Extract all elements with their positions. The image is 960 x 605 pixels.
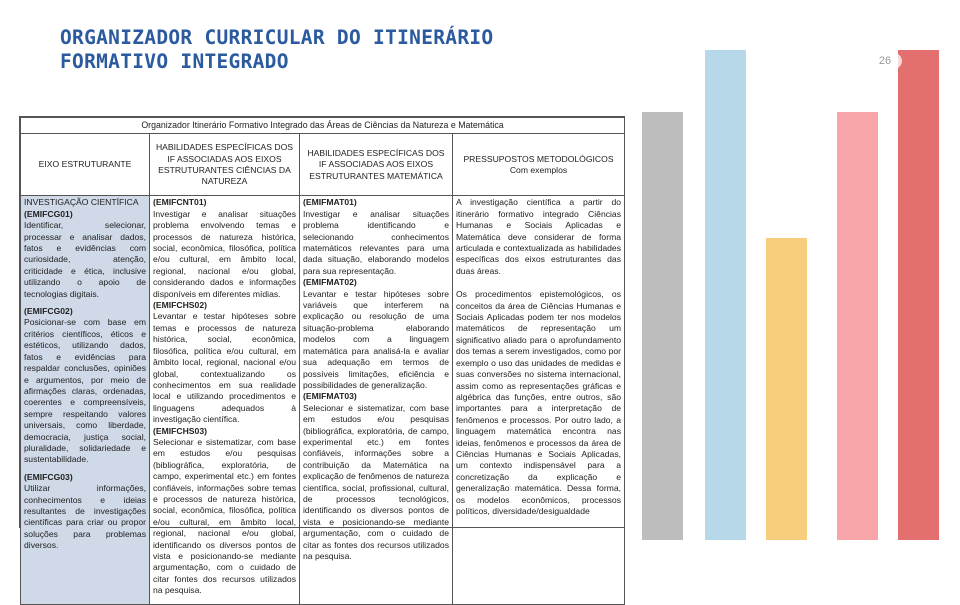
habilidade-code: (EMIFCHS02) [153, 300, 207, 311]
eixo-name: INVESTIGAÇÃO CIENTÍFICA [24, 197, 139, 208]
habilidade-code: (EMIFCG02) [24, 306, 73, 317]
header-pressupostos-subtitle: Com exemplos [509, 164, 568, 175]
cell-habilidades-cn [150, 196, 300, 604]
page-number: 26 [868, 50, 902, 72]
table-caption: Organizador Itinerário Formativo Integrado das Áreas de Ciências da Natureza e Matemática [21, 118, 625, 134]
page-title-line-1: ORGANIZADOR CURRICULAR DO ITINERÁRIO [60, 26, 494, 49]
pressuposto-paragraph: Os procedimentos epistemológicos, os conceitos da área de Ciências Humanas e Sociais Aplicadas podem ter nos modelos matemáticos de representação um significativo aliado para o aprofundamento dos temas a serem investigados, como por exemplo o uso das unidades de medidas e suas conversões no sistema internacional, assim como as representações gráficas e algébrica das funções, entre outros, são importantes para a interpretação de fenômenos e processos. Por outro lado, a linguagem matemática encontra nas ideias, fenômenos e processos da área de Ciências Humanas e Sociais Aplicadas, um contexto indispensável para a concretização da explicação e generalização matemática. Dessa forma, os modelos econômicos, processos políticos, diversidade/desigualdade [456, 289, 622, 516]
decorative-bar-red [898, 50, 939, 540]
habilidade-text: Selecionar e sistematizar, com base em estudos e/ou pesquisas (bibliográfica, exploratória, de campo, experimental etc.) em fontes confiáveis, informações sobre temas e processos de natureza histórica, social, econômica, filosófica, política e/ou cultural, em âmbito local, regional, nacional e/ou global, identificando os diversos pontos de vista e posicionando-se mediante argumentação, com o cuidado de citar fontes dos recursos utilizados na pesquisa. [153, 436, 296, 596]
cell-pressupostos [453, 196, 625, 604]
table-caption-row [21, 118, 625, 134]
page-title [60, 26, 493, 74]
table-body-row [21, 196, 625, 604]
page-title-line-2: FORMATIVO INTEGRADO [60, 50, 289, 73]
habilidade-code: (EMIFCG01) [24, 208, 73, 219]
habilidade-text: Identificar, selecionar, processar e analisar dados, fatos e evidências com curiosidade, atenção, criticidade e ética, inclusive utilizando o apoio de tecnologias digitais. [24, 220, 146, 299]
cell-habilidades-mat [300, 196, 453, 604]
habilidade-code: (EMIFMAT01) [303, 197, 357, 208]
habilidade-code: (EMIFCHS03) [153, 425, 207, 436]
decorative-bar-gray [642, 112, 683, 540]
table-header-row [21, 134, 625, 196]
curriculum-table-image [19, 116, 625, 596]
header-pressupostos-title: PRESSUPOSTOS METODOLÓGICOS [463, 153, 614, 164]
decorative-bar-yellow [766, 238, 807, 540]
decorative-bar-blue [705, 50, 746, 540]
habilidade-text: Levantar e testar hipóteses sobre variáveis que interferem na explicação ou resolução de uma situação-problema elaborando modelos com a linguagem matemática para analisá-la e avaliar sua adequação em termos de possíveis limitações, eficiência e possibilidades de generalização. [303, 288, 449, 390]
habilidade-text: Posicionar-se com base em critérios científicos, éticos e estéticos, utilizando dados, fatos e evidências para respaldar conclusões, opiniões e argumentos, por meio de afirmações claras, ordenadas, coerentes e compreensíveis, sempre respeitando valores universais, como liberdade, democracia, justiça social, pluralidade, solidariedade e sustentabilidade. [24, 317, 146, 465]
habilidade-text: Levantar e testar hipóteses sobre temas e processos de natureza histórica, social, econômica, filosófica, política e/ou cultural, em âmbito local, regional, nacional e/ou global, contextualizando os conhecimentos em sua realidade local e utilizando procedimentos e linguagens adequados à investigação científica. [153, 311, 296, 425]
habilidade-code: (EMIFCNT01) [153, 197, 207, 208]
header-habilidades-cn: HABILIDADES ESPECÍFICAS DOS IF ASSOCIADAS AOS EIXOS ESTRUTURANTES CIÊNCIAS DA NATUREZA [150, 134, 300, 196]
habilidade-text: Utilizar informações, conhecimentos e ideias resultantes de investigações científicas para criar ou propor soluções para problemas diversos. [24, 483, 146, 551]
habilidade-code: (EMIFMAT03) [303, 391, 357, 402]
header-habilidades-mat: HABILIDADES ESPECÍFICAS DOS IF ASSOCIADAS AOS EIXOS ESTRUTURANTES MATEMÁTICA [300, 134, 453, 196]
habilidade-text: Selecionar e sistematizar, com base em estudos e/ou pesquisas (bibliográfica, exploratória, de campo, experimental etc.) em fontes confiáveis, informações sobre a contribuição da Matemática na explicação de fenômenos de natureza científica, social, profissional, cultural, de processos tecnológicos, identificando os diversos pontos de vista e posicionando-se mediante argumentação, com o cuidado de citar as fontes dos recursos utilizados na pesquisa. [303, 402, 449, 561]
curriculum-table [20, 117, 625, 605]
cell-eixo [21, 196, 150, 604]
habilidade-text: Investigar e analisar situações problema identificando e selecionando conhecimentos matemáticos relevantes para uma dada situação, elaborando modelos para sua representação. [303, 208, 449, 276]
header-pressupostos [453, 134, 625, 196]
header-eixo-estruturante: EIXO ESTRUTURANTE [21, 134, 150, 196]
habilidade-text: Investigar e analisar situações problema envolvendo temas e processos de natureza histórica, social, econômica, filosófica, política e/ou cultural, em âmbito local, regional, nacional e/ou global, considerando dados e informações disponíveis em diferentes mídias. [153, 208, 296, 299]
habilidade-code: (EMIFMAT02) [303, 277, 357, 288]
decorative-bar-pink [837, 112, 878, 540]
habilidade-code: (EMIFCG03) [24, 471, 73, 482]
pressuposto-paragraph: A investigação científica a partir do itinerário formativo integrado Ciências Humanas e Sociais Aplicadas e Matemática deve considerar de forma articulada e contextualizada as habilidades específicas dos eixos estruturantes das duas áreas. [456, 197, 622, 276]
